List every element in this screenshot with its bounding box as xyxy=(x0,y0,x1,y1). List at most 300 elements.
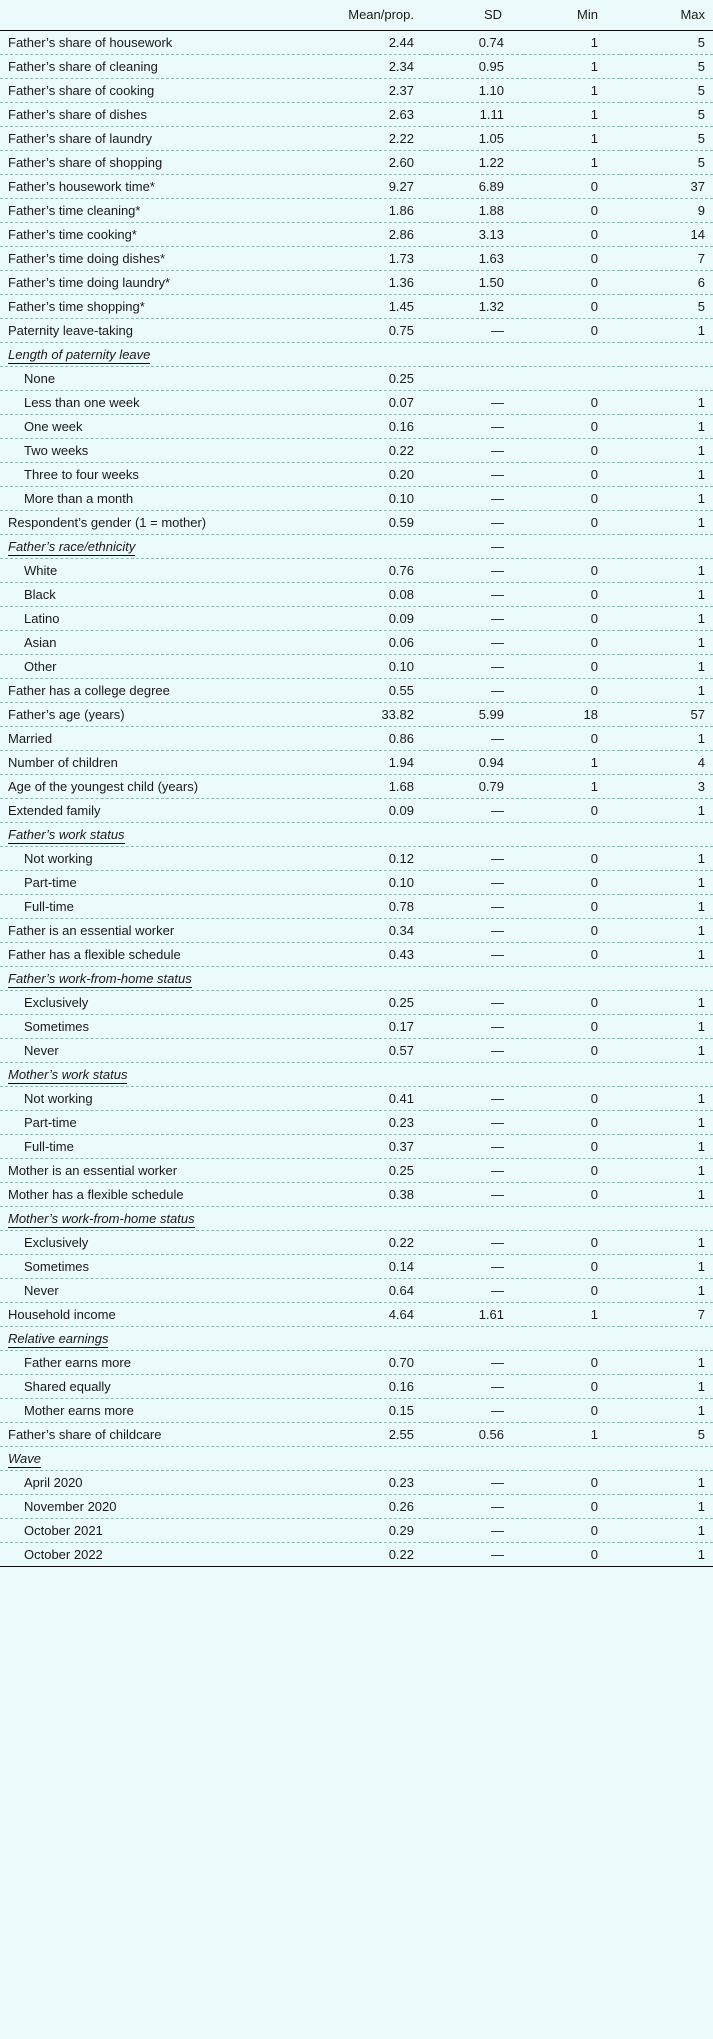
cell-min xyxy=(524,1446,620,1470)
cell-mean: 0.16 xyxy=(330,1374,426,1398)
cell-mean: 0.22 xyxy=(330,1542,426,1566)
row-label xyxy=(0,798,330,822)
row-label-text: Less than one week xyxy=(24,394,140,410)
cell-min: 1 xyxy=(524,1422,620,1446)
row-label xyxy=(0,30,330,54)
cell-mean xyxy=(330,822,426,846)
table-row xyxy=(0,462,713,486)
cell-max xyxy=(620,534,713,558)
cell-max: 1 xyxy=(620,654,713,678)
row-label-text: Part-time xyxy=(24,874,77,890)
row-label-text: October 2021 xyxy=(24,1522,103,1538)
row-label xyxy=(0,678,330,702)
table-row xyxy=(0,1542,713,1566)
cell-max: 1 xyxy=(620,1374,713,1398)
cell-min: 0 xyxy=(524,606,620,630)
cell-sd: — xyxy=(426,390,524,414)
cell-mean: 2.55 xyxy=(330,1422,426,1446)
table-row xyxy=(0,678,713,702)
row-label xyxy=(0,1110,330,1134)
table-row xyxy=(0,390,713,414)
row-label xyxy=(0,1398,330,1422)
cell-max: 1 xyxy=(620,678,713,702)
row-label xyxy=(0,438,330,462)
cell-max xyxy=(620,966,713,990)
cell-mean: 0.76 xyxy=(330,558,426,582)
section-label xyxy=(0,1326,330,1350)
cell-max: 7 xyxy=(620,1302,713,1326)
cell-sd: — xyxy=(426,726,524,750)
row-label-text: Household income xyxy=(8,1306,116,1322)
row-label xyxy=(0,1518,330,1542)
row-label-text: Part-time xyxy=(24,1114,77,1130)
cell-min: 1 xyxy=(524,1302,620,1326)
row-label xyxy=(0,630,330,654)
cell-sd: — xyxy=(426,1230,524,1254)
table-row xyxy=(0,702,713,726)
cell-mean xyxy=(330,1446,426,1470)
cell-max xyxy=(620,1206,713,1230)
cell-min xyxy=(524,1206,620,1230)
cell-min: 0 xyxy=(524,1350,620,1374)
cell-mean: 33.82 xyxy=(330,702,426,726)
row-label-text: Father’s time doing laundry* xyxy=(8,274,171,290)
row-label-text: Father has a flexible schedule xyxy=(8,946,181,962)
cell-mean xyxy=(330,342,426,366)
cell-min: 0 xyxy=(524,798,620,822)
row-label-text: Never xyxy=(24,1282,59,1298)
section-header-row xyxy=(0,1206,713,1230)
row-label-text: Sometimes xyxy=(24,1258,90,1274)
row-label xyxy=(0,1542,330,1566)
cell-max: 5 xyxy=(620,102,713,126)
header-label xyxy=(0,0,330,30)
cell-min: 0 xyxy=(524,462,620,486)
cell-min: 0 xyxy=(524,222,620,246)
row-label xyxy=(0,78,330,102)
cell-sd: — xyxy=(426,678,524,702)
row-label-text: April 2020 xyxy=(24,1474,83,1490)
row-label xyxy=(0,1158,330,1182)
cell-min: 0 xyxy=(524,1254,620,1278)
section-header-row xyxy=(0,1062,713,1086)
header-min: Min xyxy=(524,0,620,30)
cell-min xyxy=(524,1062,620,1086)
cell-min: 1 xyxy=(524,102,620,126)
cell-max: 1 xyxy=(620,1470,713,1494)
table-row xyxy=(0,750,713,774)
cell-mean: 0.06 xyxy=(330,630,426,654)
cell-min: 1 xyxy=(524,54,620,78)
cell-min: 0 xyxy=(524,1014,620,1038)
table-row xyxy=(0,318,713,342)
row-label-text: Father’s time cleaning* xyxy=(8,202,141,218)
cell-sd: 1.50 xyxy=(426,270,524,294)
section-label xyxy=(0,342,330,366)
table-body xyxy=(0,30,713,1566)
cell-min xyxy=(524,342,620,366)
section-label xyxy=(0,1446,330,1470)
row-label-text: Married xyxy=(8,730,53,746)
table-row xyxy=(0,1134,713,1158)
cell-max: 1 xyxy=(620,1542,713,1566)
cell-min: 0 xyxy=(524,1134,620,1158)
cell-min: 0 xyxy=(524,990,620,1014)
row-label xyxy=(0,1374,330,1398)
cell-min xyxy=(524,366,620,390)
table-row xyxy=(0,1302,713,1326)
cell-sd: — xyxy=(426,990,524,1014)
cell-sd: 1.10 xyxy=(426,78,524,102)
cell-max: 1 xyxy=(620,1038,713,1062)
table-row xyxy=(0,1374,713,1398)
row-label xyxy=(0,126,330,150)
cell-mean: 0.12 xyxy=(330,846,426,870)
row-label xyxy=(0,1182,330,1206)
cell-mean: 0.26 xyxy=(330,1494,426,1518)
cell-min: 0 xyxy=(524,654,620,678)
cell-sd xyxy=(426,1326,524,1350)
cell-max: 1 xyxy=(620,510,713,534)
row-label-text: Three to four weeks xyxy=(24,466,139,482)
row-label xyxy=(0,894,330,918)
cell-min xyxy=(524,822,620,846)
header-max: Max xyxy=(620,0,713,30)
cell-min: 0 xyxy=(524,246,620,270)
cell-max xyxy=(620,1446,713,1470)
row-label-text: Number of children xyxy=(8,754,118,770)
cell-min xyxy=(524,534,620,558)
table-row xyxy=(0,174,713,198)
section-label xyxy=(0,822,330,846)
cell-max xyxy=(620,1326,713,1350)
row-label xyxy=(0,846,330,870)
row-label-text: Not working xyxy=(24,1090,93,1106)
row-label xyxy=(0,750,330,774)
cell-max: 1 xyxy=(620,846,713,870)
cell-max: 1 xyxy=(620,438,713,462)
table-row xyxy=(0,1494,713,1518)
table-row xyxy=(0,1182,713,1206)
row-label-text: Mother has a flexible schedule xyxy=(8,1186,184,1202)
table-row xyxy=(0,1422,713,1446)
table-row xyxy=(0,654,713,678)
cell-max: 5 xyxy=(620,78,713,102)
cell-min xyxy=(524,966,620,990)
row-label xyxy=(0,1014,330,1038)
cell-mean: 0.78 xyxy=(330,894,426,918)
cell-max: 1 xyxy=(620,1518,713,1542)
cell-sd: 1.05 xyxy=(426,126,524,150)
table-row xyxy=(0,126,713,150)
table-row xyxy=(0,54,713,78)
cell-sd: — xyxy=(426,318,524,342)
cell-min: 0 xyxy=(524,870,620,894)
row-label xyxy=(0,462,330,486)
cell-sd: 1.88 xyxy=(426,198,524,222)
cell-sd: — xyxy=(426,1470,524,1494)
row-label xyxy=(0,270,330,294)
cell-sd: 1.32 xyxy=(426,294,524,318)
cell-min: 0 xyxy=(524,1518,620,1542)
row-label-text: None xyxy=(24,370,56,386)
cell-max: 5 xyxy=(620,30,713,54)
cell-sd: — xyxy=(426,414,524,438)
row-label xyxy=(0,1350,330,1374)
cell-max: 9 xyxy=(620,198,713,222)
row-label-text: Exclusively xyxy=(24,1234,89,1250)
cell-max: 1 xyxy=(620,318,713,342)
cell-mean: 0.25 xyxy=(330,1158,426,1182)
row-label-text: Full-time xyxy=(24,1138,74,1154)
row-label-text: Relative earnings xyxy=(8,1330,109,1346)
cell-sd: — xyxy=(426,462,524,486)
row-label-text: Never xyxy=(24,1042,59,1058)
cell-min: 0 xyxy=(524,1038,620,1062)
cell-sd: 1.61 xyxy=(426,1302,524,1326)
cell-min: 0 xyxy=(524,942,620,966)
cell-mean: 0.29 xyxy=(330,1518,426,1542)
row-label-text: Father is an essential worker xyxy=(8,922,175,938)
cell-sd xyxy=(426,1206,524,1230)
row-label-text: October 2022 xyxy=(24,1546,103,1562)
row-label-text: Father has a college degree xyxy=(8,682,170,698)
section-header-row xyxy=(0,966,713,990)
table-row xyxy=(0,150,713,174)
cell-mean xyxy=(330,1062,426,1086)
cell-mean: 0.25 xyxy=(330,366,426,390)
cell-sd: — xyxy=(426,918,524,942)
cell-min: 1 xyxy=(524,78,620,102)
cell-sd: 0.56 xyxy=(426,1422,524,1446)
cell-max: 1 xyxy=(620,942,713,966)
row-label xyxy=(0,510,330,534)
cell-sd: — xyxy=(426,1086,524,1110)
cell-mean: 0.09 xyxy=(330,798,426,822)
row-label xyxy=(0,1254,330,1278)
table-row xyxy=(0,870,713,894)
cell-min: 0 xyxy=(524,1182,620,1206)
cell-max: 1 xyxy=(620,1230,713,1254)
cell-mean: 4.64 xyxy=(330,1302,426,1326)
cell-sd: — xyxy=(426,1542,524,1566)
cell-mean: 0.10 xyxy=(330,654,426,678)
row-label xyxy=(0,1422,330,1446)
cell-sd xyxy=(426,1446,524,1470)
row-label-text: Mother earns more xyxy=(24,1402,134,1418)
cell-mean xyxy=(330,1326,426,1350)
row-label xyxy=(0,222,330,246)
cell-mean: 2.34 xyxy=(330,54,426,78)
cell-sd: — xyxy=(426,1494,524,1518)
row-label-text: Wave xyxy=(8,1450,41,1466)
cell-sd: — xyxy=(426,846,524,870)
row-label-text: Father’s age (years) xyxy=(8,706,125,722)
cell-min: 0 xyxy=(524,510,620,534)
cell-max: 3 xyxy=(620,774,713,798)
cell-sd: 1.11 xyxy=(426,102,524,126)
cell-sd: — xyxy=(426,1350,524,1374)
cell-min: 0 xyxy=(524,1110,620,1134)
cell-max: 5 xyxy=(620,294,713,318)
table-row xyxy=(0,1014,713,1038)
cell-mean: 0.07 xyxy=(330,390,426,414)
cell-sd: — xyxy=(426,534,524,558)
cell-sd: 6.89 xyxy=(426,174,524,198)
cell-min: 0 xyxy=(524,726,620,750)
cell-max: 1 xyxy=(620,462,713,486)
row-label-text: Not working xyxy=(24,850,93,866)
cell-min: 0 xyxy=(524,1086,620,1110)
table-row xyxy=(0,1254,713,1278)
cell-mean xyxy=(330,1206,426,1230)
cell-min: 1 xyxy=(524,774,620,798)
cell-max: 7 xyxy=(620,246,713,270)
row-label-text: Father’s share of shopping xyxy=(8,154,163,170)
cell-sd: — xyxy=(426,1254,524,1278)
cell-max: 1 xyxy=(620,726,713,750)
cell-mean: 0.57 xyxy=(330,1038,426,1062)
cell-max: 1 xyxy=(620,630,713,654)
cell-mean: 1.68 xyxy=(330,774,426,798)
table-row xyxy=(0,774,713,798)
cell-max: 1 xyxy=(620,390,713,414)
cell-max: 14 xyxy=(620,222,713,246)
cell-sd: — xyxy=(426,870,524,894)
section-label xyxy=(0,966,330,990)
cell-sd: — xyxy=(426,654,524,678)
cell-sd: — xyxy=(426,510,524,534)
row-label-text: One week xyxy=(24,418,83,434)
section-header-row xyxy=(0,822,713,846)
table-row xyxy=(0,486,713,510)
row-label-text: Full-time xyxy=(24,898,74,914)
cell-max: 1 xyxy=(620,1158,713,1182)
table-row xyxy=(0,798,713,822)
cell-max: 1 xyxy=(620,918,713,942)
cell-sd: — xyxy=(426,1398,524,1422)
table-row xyxy=(0,222,713,246)
cell-sd: — xyxy=(426,1014,524,1038)
cell-min: 0 xyxy=(524,1494,620,1518)
row-label xyxy=(0,1230,330,1254)
cell-min: 0 xyxy=(524,1542,620,1566)
row-label-text: Exclusively xyxy=(24,994,89,1010)
table-row xyxy=(0,30,713,54)
cell-max: 5 xyxy=(620,150,713,174)
row-label-text: Father’s share of cleaning xyxy=(8,58,158,74)
cell-sd: — xyxy=(426,1038,524,1062)
cell-mean: 0.14 xyxy=(330,1254,426,1278)
cell-mean: 2.60 xyxy=(330,150,426,174)
row-label-text: Father’s share of housework xyxy=(8,34,173,50)
cell-min: 0 xyxy=(524,558,620,582)
table-header xyxy=(0,0,713,30)
cell-mean: 0.41 xyxy=(330,1086,426,1110)
cell-mean: 2.86 xyxy=(330,222,426,246)
row-label xyxy=(0,390,330,414)
cell-mean: 2.63 xyxy=(330,102,426,126)
cell-min: 0 xyxy=(524,174,620,198)
row-label-text: Mother’s work-from-home status xyxy=(8,1210,195,1226)
cell-sd: 0.95 xyxy=(426,54,524,78)
table-row xyxy=(0,414,713,438)
row-label xyxy=(0,606,330,630)
row-label-text: Sometimes xyxy=(24,1018,90,1034)
cell-max xyxy=(620,1062,713,1086)
cell-min: 0 xyxy=(524,414,620,438)
row-label-text: Father’s time shopping* xyxy=(8,298,145,314)
row-label-text: Father’s time doing dishes* xyxy=(8,250,166,266)
row-label-text: Father earns more xyxy=(24,1354,131,1370)
row-label-text: Paternity leave-taking xyxy=(8,322,134,338)
cell-max: 1 xyxy=(620,1110,713,1134)
row-label-text: Shared equally xyxy=(24,1378,111,1394)
table-row xyxy=(0,1230,713,1254)
cell-sd xyxy=(426,822,524,846)
table-row xyxy=(0,1518,713,1542)
table-row xyxy=(0,558,713,582)
row-label-text: Father’s share of cooking xyxy=(8,82,155,98)
table-row xyxy=(0,1398,713,1422)
cell-sd: 1.22 xyxy=(426,150,524,174)
table-row xyxy=(0,102,713,126)
cell-mean: 1.45 xyxy=(330,294,426,318)
cell-sd: 5.99 xyxy=(426,702,524,726)
cell-sd: — xyxy=(426,606,524,630)
cell-mean: 0.15 xyxy=(330,1398,426,1422)
cell-max xyxy=(620,342,713,366)
cell-mean: 1.73 xyxy=(330,246,426,270)
cell-min: 0 xyxy=(524,1398,620,1422)
section-header-row xyxy=(0,1446,713,1470)
cell-max: 1 xyxy=(620,558,713,582)
cell-min: 0 xyxy=(524,846,620,870)
row-label xyxy=(0,174,330,198)
cell-min: 0 xyxy=(524,438,620,462)
cell-min: 0 xyxy=(524,1374,620,1398)
cell-sd: — xyxy=(426,630,524,654)
cell-max: 4 xyxy=(620,750,713,774)
cell-min: 1 xyxy=(524,150,620,174)
row-label xyxy=(0,414,330,438)
row-label xyxy=(0,1302,330,1326)
cell-min: 0 xyxy=(524,294,620,318)
table-row xyxy=(0,438,713,462)
table-row xyxy=(0,606,713,630)
cell-max: 1 xyxy=(620,414,713,438)
cell-sd: — xyxy=(426,582,524,606)
cell-mean: 0.23 xyxy=(330,1470,426,1494)
cell-sd: — xyxy=(426,1134,524,1158)
row-label xyxy=(0,558,330,582)
section-header-row xyxy=(0,1326,713,1350)
table-row xyxy=(0,1278,713,1302)
cell-mean: 0.10 xyxy=(330,870,426,894)
cell-min: 0 xyxy=(524,582,620,606)
row-label xyxy=(0,654,330,678)
row-label-text: Father’s work-from-home status xyxy=(8,970,192,986)
row-label-text: Mother is an essential worker xyxy=(8,1162,178,1178)
cell-sd: — xyxy=(426,942,524,966)
cell-sd: — xyxy=(426,1374,524,1398)
table-row xyxy=(0,366,713,390)
cell-mean: 0.59 xyxy=(330,510,426,534)
cell-mean: 0.38 xyxy=(330,1182,426,1206)
row-label-text: Father’s time cooking* xyxy=(8,226,137,242)
cell-min: 18 xyxy=(524,702,620,726)
row-label-text: Mother’s work status xyxy=(8,1066,128,1082)
